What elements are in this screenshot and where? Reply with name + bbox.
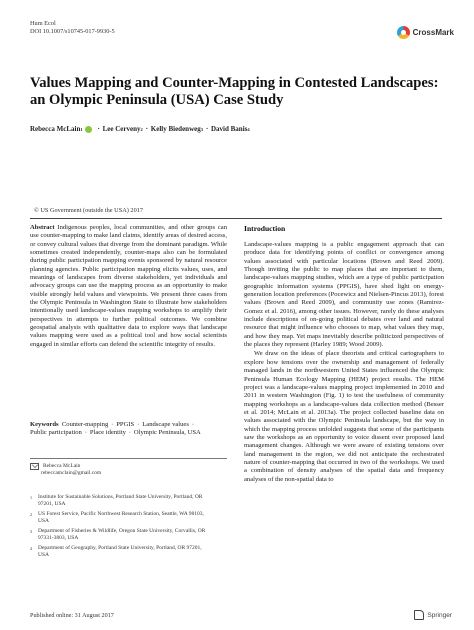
author-sup: 3 <box>200 126 203 132</box>
intro-paragraph: We draw on the ideas of place theorists and critical cartographers to explore how tensions over the ownership and management of federally managed lands in the northwestern United States influenced the Olympic Peninsula Human Ecology Mapping (HEM) project results. The HEM project was a landscape-values mapping project implemented in 2010 and 2011 in western Washington (Fig. 1) to test the usefulness of community mapping workshops as a landscape-values data collection method (Besser et al. 2014; McLain et al. 2013a). The project collected baseline data on values associated with the Olympic Peninsula landscape, but the way in which the mapping process unfolded suggests that some of the participants saw the workshops as an opportunity to voice dissent over proposed land management changes. Although we were aware of existing tensions over land management in the region, we did not anticipate the orchestrated nature of counter-mapping that occurred in two of the workshops. We used a combination of density analyses of the spatial data and frequency analyses of the non-spatial data to <box>244 350 444 483</box>
author-name[interactable]: Kelly Biedenweg <box>150 125 201 133</box>
affiliations <box>30 494 210 562</box>
publisher-logo <box>414 610 452 620</box>
abstract-label: Abstract <box>30 224 55 231</box>
doi[interactable]: DOI 10.1007/s10745-017-9930-5 <box>30 28 115 35</box>
journal-name: Hum Ecol <box>30 20 56 27</box>
publisher-name: Springer <box>427 611 452 619</box>
affiliation-number: 3 <box>30 529 32 534</box>
author-sup: 4 <box>247 126 250 132</box>
keyword: Olympic Peninsula, USA <box>133 429 201 437</box>
abstract-text: Indigenous peoples, local communities, and other groups can use counter-mapping to make land claims, identify areas of desired access, or convey cultural values that diverge from the dominant paradigm. While sometimes created independently, counter-maps also can be formulated during public participation mapping events sponsored by natural resource planning agencies. Public participation mapping elicits values, uses, and meanings of landscapes from diverse stakeholders, yet individuals and advocacy groups can use the mapping process as an opportunity to make visible strongly held values and viewpoints. We present three cases from the Olympic Peninsula in Washington State to illustrate how stakeholders intentionally used landscape-values mapping workshops to amplify their perspectives in attempts to further political outcomes. We combine geospatial analysis with qualitative data to explore ways that landscape values mapping were used as a political tool and how social scientists engaged in similar efforts can defend the scientific integrity of results. <box>30 224 228 348</box>
contact-name: Rebecca McLain <box>43 463 81 469</box>
keywords-label: Keywords <box>30 421 59 428</box>
affiliation-text: US Forest Service, Pacific Northwest Research Station, Seattle, WA 98103, USA <box>38 511 204 524</box>
author-name[interactable]: Lee Cerveny <box>102 125 141 133</box>
affiliation-item <box>30 494 210 508</box>
orcid-icon[interactable] <box>85 126 92 133</box>
author-sup: 2 <box>140 126 143 132</box>
keywords-section: Keywords Counter-mapping · PPGIS · Landscape values · Public participation · Place identity · Olympic Peninsula, USA <box>30 421 201 437</box>
keyword: Public participation <box>30 429 82 437</box>
author-name[interactable]: David Banis <box>210 125 248 133</box>
author-name[interactable]: Rebecca McLain <box>30 125 81 133</box>
keyword: Landscape values <box>142 421 189 428</box>
envelope-icon <box>30 463 39 470</box>
affiliation-text: Department of Fisheries & Wildlife, Oregon State University, Corvallis, OR 97331-3803, USA <box>38 528 206 541</box>
intro-paragraph: Landscape-values mapping is a public engagement approach that can produce data for identifying points of conflict or convergence among values associated with particular locations (Brown and Reed 2009). Though inviting the public to map places that are important to them, landscape-values mapping studies, which are a type of public participation geographic information systems (PPGIS), have shed light on energy-generation location preferences (Pocewicz and Nielsen-Pincus 2013), forest values (Brown and Reed 2009), and community use zones (Ramirez-Gomez et al. 2016), among other issues. However, rarely do these analyses include descriptions of on-going political debates over land and natural resource that might influence who chooses to map, what values they map, and how they map. Yet maps inevitably describe politicized perspectives of the places they represent (Harley 1989; Wood 2009). <box>244 241 444 349</box>
author-separator: · <box>205 125 209 133</box>
affiliation-number: 2 <box>30 512 32 517</box>
paper-title: Values Mapping and Counter-Mapping in Contested Landscapes: an Olympic Peninsula (USA) Case Study <box>30 75 439 108</box>
divider <box>30 218 442 219</box>
crossmark-label: CrossMark <box>412 28 454 37</box>
affiliation-item <box>30 545 210 559</box>
author-sup: 1 <box>80 126 83 132</box>
keyword: Counter-mapping <box>61 421 109 428</box>
author-separator: · <box>97 125 100 133</box>
contact-email[interactable]: rebeccamclain@gmail.com <box>41 470 102 476</box>
crossmark-button[interactable] <box>397 26 454 39</box>
published-date: Published online: 31 August 2017 <box>30 612 114 619</box>
abstract-section <box>30 224 227 349</box>
affiliation-number: 4 <box>30 546 32 551</box>
affiliation-item <box>30 511 210 525</box>
intro-section <box>244 241 444 484</box>
intro-heading: Introduction <box>244 224 286 233</box>
copyright-notice: © US Government (outside the USA) 2017 <box>34 207 144 214</box>
affiliation-text: Institute for Sustainable Solutions, Portland State University, Portland, OR 97201, USA <box>38 494 203 507</box>
affiliation-number: 1 <box>30 495 32 500</box>
author-separator: · <box>145 125 148 133</box>
affiliation-text: Department of Geography, Portland State University, Portland, OR 97201, USA <box>38 545 202 558</box>
keyword: PPGIS <box>116 421 135 428</box>
author-list <box>30 125 250 133</box>
journal-header <box>30 20 115 36</box>
keyword: Place identity <box>89 429 126 437</box>
springer-icon <box>414 610 424 620</box>
affiliation-item <box>30 528 210 542</box>
contact-block <box>30 463 227 477</box>
divider <box>30 458 227 459</box>
crossmark-icon <box>397 26 410 39</box>
